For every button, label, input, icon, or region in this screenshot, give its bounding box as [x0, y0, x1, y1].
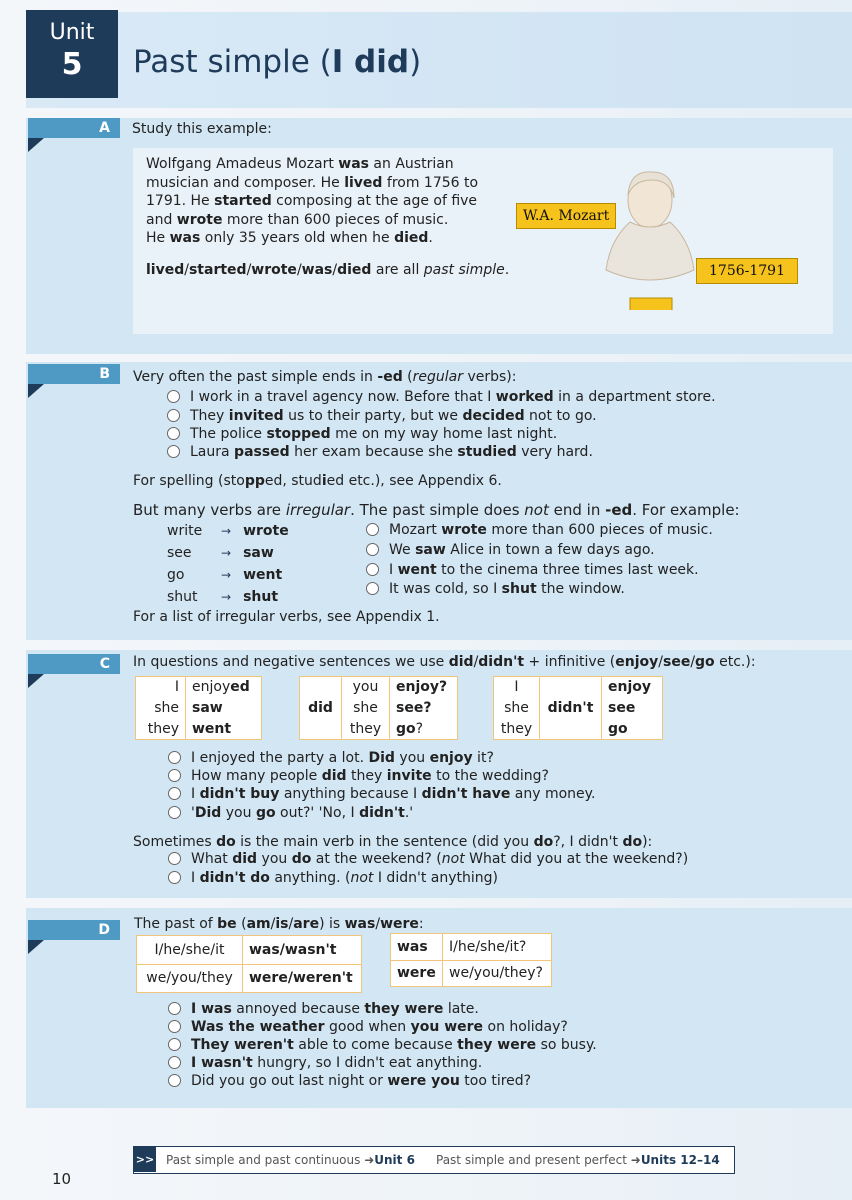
section-d-tab: D: [28, 920, 120, 940]
unit-badge: [26, 10, 118, 98]
section-a-tab: A: [28, 118, 120, 138]
arrow-icon: ➜: [630, 1153, 641, 1167]
arrow-icon: →: [221, 546, 232, 560]
arrow-icon: →: [221, 568, 232, 582]
example-sentence: They weren't able to come because they were so busy.: [168, 1037, 597, 1053]
bullet-icon: [168, 1074, 181, 1087]
bullet-icon: [168, 806, 181, 819]
negative-table: I didn't enjoy she see they go: [493, 676, 663, 740]
bullet-icon: [168, 1038, 181, 1051]
arrow-icon: ➜: [364, 1153, 375, 1167]
example-sentence: 'Did you go out?' 'No, I didn't.': [168, 805, 413, 821]
bullet-icon: [168, 871, 181, 884]
cross-reference-link-unit-6[interactable]: Past simple and past continuous ➜Unit 6: [166, 1153, 415, 1167]
cross-reference-bar: [133, 1146, 735, 1174]
example-sentence: How many people did they invite to the wedding?: [168, 768, 549, 784]
verb-pair-row: shut → shut: [167, 589, 279, 605]
bullet-icon: [366, 582, 379, 595]
page-title: Past simple (I did): [133, 44, 422, 80]
mozart-bust-illustration: [600, 160, 700, 310]
example-sentence: I went to the cinema three times last week.: [366, 562, 699, 578]
positive-table: I enjoyed she saw they went: [135, 676, 262, 740]
example-sentence: Laura passed her exam because she studied very hard.: [167, 444, 593, 460]
section-b-tab: B: [28, 364, 120, 384]
arrow-icon: →: [221, 590, 232, 604]
example-sentence: Did you go out last night or were you too tired?: [168, 1073, 531, 1089]
example-sentence: Mozart wrote more than 600 pieces of music.: [366, 522, 713, 538]
spelling-note: For spelling (stopped, studied etc.), see Appendix 6.: [133, 473, 502, 489]
cross-reference-link-units-12-14[interactable]: Past simple and present perfect ➜Units 12–14: [436, 1153, 720, 1167]
example-line: and wrote more than 600 pieces of music.: [146, 211, 449, 228]
question-table: did you enjoy? she see? they go?: [299, 676, 458, 740]
example-line: musician and composer. He lived from 1756 to: [146, 174, 479, 191]
was-were-question-table: was I/he/she/it? were we/you/they?: [390, 933, 552, 987]
example-sentence: I work in a travel agency now. Before that I worked in a department store.: [167, 389, 716, 405]
irregular-list-note: For a list of irregular verbs, see Appendix 1.: [133, 609, 440, 625]
was-were-table: I/he/she/it was/wasn't we/you/they were/weren't: [136, 935, 362, 993]
page-number: 10: [52, 1170, 72, 1188]
bullet-icon: [366, 543, 379, 556]
bullet-icon: [167, 427, 180, 440]
example-sentence: I wasn't hungry, so I didn't eat anything.: [168, 1055, 482, 1071]
bullet-icon: [366, 523, 379, 536]
bullet-icon: [168, 852, 181, 865]
example-sentence: I enjoyed the party a lot. Did you enjoy it?: [168, 750, 494, 766]
bullet-icon: [167, 390, 180, 403]
example-line: 1791. He started composing at the age of five: [146, 193, 478, 209]
example-sentence: We saw Alice in town a few days ago.: [366, 542, 655, 558]
verb-pair-row: see → saw: [167, 545, 274, 561]
example-sentence: I was annoyed because they were late.: [168, 1001, 479, 1017]
unit-label: Unit: [49, 20, 95, 45]
bullet-icon: [366, 563, 379, 576]
example-sentence: They invited us to their party, but we decided not to go.: [167, 408, 597, 424]
example-sentence: I didn't buy anything because I didn't have any money.: [168, 786, 595, 802]
bullet-icon: [168, 1020, 181, 1033]
bullet-icon: [168, 787, 181, 800]
section-d-intro: The past of be (am/is/are) is was/were:: [134, 916, 424, 932]
section-b-intro: Very often the past simple ends in -ed (regular verbs):: [133, 369, 517, 385]
mozart-example-text: [146, 155, 478, 248]
chevron-icon: >>: [134, 1147, 156, 1172]
verb-pair-row: go → went: [167, 567, 283, 583]
example-sentence: What did you do at the weekend? (not What did you at the weekend?): [168, 851, 688, 867]
main-verb-note: Sometimes do is the main verb in the sentence (did you do?, I didn't do):: [133, 834, 653, 850]
unit-number: 5: [61, 47, 83, 82]
arrow-icon: →: [221, 524, 232, 538]
example-sentence: It was cold, so I shut the window.: [366, 581, 625, 597]
example-sentence: Was the weather good when you were on holiday?: [168, 1019, 568, 1035]
bullet-icon: [168, 751, 181, 764]
mozart-dates-label: 1756-1791: [696, 258, 798, 284]
bullet-icon: [167, 445, 180, 458]
bullet-icon: [168, 1056, 181, 1069]
example-line: Wolfgang Amadeus Mozart was an Austrian: [146, 156, 454, 172]
section-a-intro: Study this example:: [132, 121, 272, 137]
mozart-name-label: W.A. Mozart: [516, 203, 616, 229]
section-c-intro: In questions and negative sentences we use did/didn't + infinitive (enjoy/see/go etc.):: [133, 654, 756, 670]
bullet-icon: [167, 409, 180, 422]
bullet-icon: [168, 1002, 181, 1015]
irregular-verb-table: [165, 519, 291, 609]
section-c-tab: C: [28, 654, 120, 674]
irregular-intro: But many verbs are irregular. The past simple does not end in -ed. For example:: [133, 501, 740, 519]
mozart-summary: lived/started/wrote/was/died are all past simple.: [146, 262, 510, 278]
example-line: He was only 35 years old when he died.: [146, 230, 433, 246]
verb-pair-row: write → wrote: [167, 523, 289, 539]
example-sentence: I didn't do anything. (not I didn't anything): [168, 870, 498, 886]
bullet-icon: [168, 769, 181, 782]
example-sentence: The police stopped me on my way home last night.: [167, 426, 557, 442]
